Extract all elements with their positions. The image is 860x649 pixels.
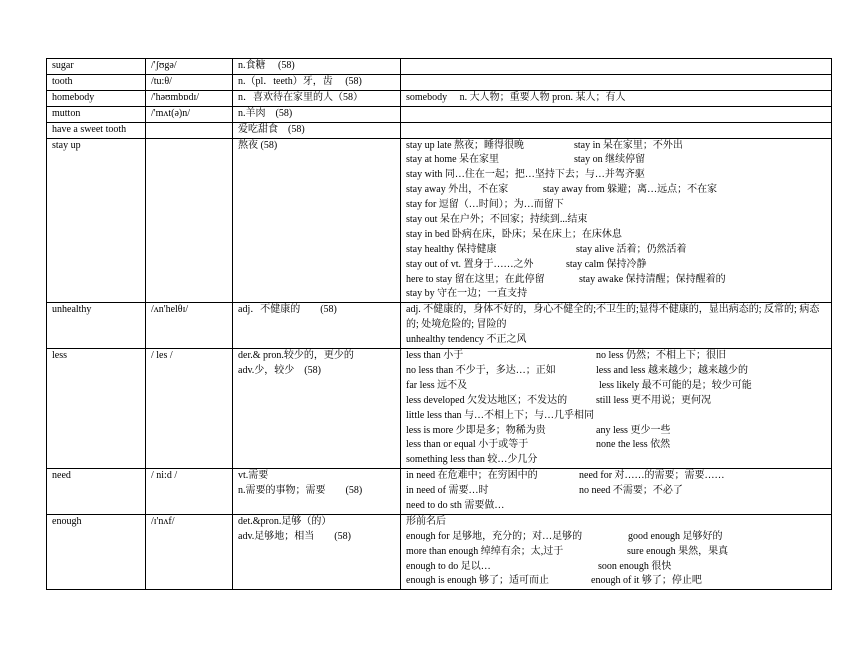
word-cell [47, 90, 146, 106]
phonetic-cell [146, 74, 233, 90]
table-row [47, 106, 832, 122]
note-phrase: soon enough 很快 [598, 560, 672, 572]
phonetic-cell [146, 106, 233, 122]
note-line [406, 168, 827, 183]
table-row [47, 138, 832, 303]
note-line [406, 228, 827, 243]
note-line [406, 364, 827, 379]
table-row [47, 514, 832, 589]
note-phrase: less than or equal 小于或等于 [406, 439, 529, 451]
note-phrase: stay calm 保持冷静 [566, 258, 647, 270]
note-line [406, 574, 827, 589]
notes-cell [401, 138, 832, 303]
phonetic-cell [146, 514, 233, 589]
note-phrase: stay in 呆在家里；不外出 [574, 139, 683, 151]
note-line [406, 394, 827, 409]
notes-cell [401, 74, 832, 90]
word-cell [47, 138, 146, 303]
note-line [406, 379, 827, 394]
note-line [406, 453, 827, 468]
meaning-cell [233, 138, 401, 303]
table-row [47, 469, 832, 515]
phonetic-cell [146, 349, 233, 469]
word-cell [47, 59, 146, 75]
note-line [406, 530, 827, 545]
phonetic-text: /tu:θ/ [151, 75, 172, 87]
note-phrase: no less 仍然；不相上下；很旧 [596, 350, 726, 362]
note-phrase: in need of 需要…时 [406, 485, 489, 497]
meaning-cell [233, 469, 401, 515]
word-text: sugar [52, 60, 74, 71]
table-row [47, 74, 832, 90]
note-line [406, 153, 827, 168]
word-text: have a sweet tooth [52, 123, 127, 135]
phonetic-cell [146, 469, 233, 515]
note-phrase: stay in bed 卧病在床，卧床；呆在床上；在床休息 [406, 228, 622, 240]
word-cell [47, 106, 146, 122]
phonetic-cell [146, 303, 233, 349]
word-text: homebody [52, 91, 95, 103]
phonetic-text: / ni:d / [151, 470, 178, 482]
meaning-line: 爱吃甜食 (58) [238, 123, 305, 135]
word-text: mutton [52, 107, 81, 119]
notes-cell [401, 349, 832, 469]
meaning-cell [233, 122, 401, 138]
table-row [47, 122, 832, 138]
note-line [406, 469, 827, 484]
table-row [47, 303, 832, 349]
note-phrase: still less 更不用说；更何况 [596, 394, 712, 406]
note-phrase: stay away 外出，不在家 [406, 184, 509, 196]
meaning-cell [233, 106, 401, 122]
word-text: less [52, 350, 67, 362]
note-line [406, 545, 827, 560]
meaning-cell [233, 59, 401, 75]
note-text: somebody n. 大人物；重要人物 pron. 某人；有人 [406, 91, 626, 103]
meaning-line: det.&pron.足够（的） [238, 515, 332, 527]
note-phrase: less developed 欠发达地区；不发达的 [406, 394, 568, 406]
meaning-cell [233, 303, 401, 349]
note-phrase: stay by 守在一边；一直支持 [406, 288, 528, 300]
note-phrase: stay away from 躲避；离…远点；不在家 [543, 184, 718, 196]
note-phrase: less and less 越来越少；越来越少的 [596, 364, 748, 376]
note-line [406, 243, 827, 258]
word-cell [47, 469, 146, 515]
note-phrase: less than 小于 [406, 350, 464, 362]
note-phrase: more than enough 绰绰有余；太,过于 [406, 545, 564, 557]
word-cell [47, 349, 146, 469]
meaning-line: vt.需要 [238, 470, 269, 482]
meaning-cell [233, 514, 401, 589]
note-phrase: enough of it 够了；停止吧 [591, 575, 702, 587]
meaning-line: n．喜欢待在家里的人（58） [238, 91, 363, 103]
word-text: unhealthy [52, 304, 92, 316]
meaning-line: n.食糖 (58) [238, 60, 295, 71]
meaning-cell [233, 90, 401, 106]
phonetic-text: /'həʊmbɒdɪ/ [151, 91, 200, 103]
note-phrase: need to do sth 需要做… [406, 499, 505, 511]
note-phrase: enough for 足够地，充分的；对…足够的 [406, 530, 583, 542]
note-text: adj. 不健康的，身体不好的，身心不健全的;不卫生的;显得不健康的，显出病态的; 反常的; 病态的; 处境危险的; 冒险的 [406, 304, 820, 331]
meaning-line: adj．不健康的 (58) [238, 304, 337, 316]
note-phrase: none the less 依然 [596, 439, 671, 451]
note-phrase: little less than 与…不相上下；与…几乎相同 [406, 409, 595, 421]
notes-cell [401, 514, 832, 589]
note-line [406, 424, 827, 439]
note-text: unhealthy tendency 不正之风 [406, 334, 527, 346]
phonetic-text: /'mʌt(ə)n/ [151, 107, 191, 119]
table-row [47, 90, 832, 106]
note-line [406, 438, 827, 453]
note-line [406, 515, 827, 530]
note-phrase: enough to do 足以… [406, 560, 491, 572]
note-line [406, 560, 827, 575]
note-phrase: stay for 逗留（…时间）；为…而留下 [406, 199, 564, 211]
note-phrase: stay on 继续停留 [574, 154, 646, 166]
note-phrase: need for 对……的需要；需要…… [579, 470, 725, 482]
note-phrase: stay healthy 保持健康 [406, 243, 497, 255]
meaning-line: n.（pl．teeth）牙，齿 (58) [238, 75, 362, 87]
note-line [406, 499, 827, 514]
meaning-cell [233, 349, 401, 469]
note-line [406, 287, 827, 302]
word-text: need [52, 470, 71, 482]
note-phrase: stay awake 保持清醒；保持醒着的 [579, 273, 726, 285]
note-phrase: less likely 最不可能的是；较少可能 [599, 379, 752, 391]
note-phrase: far less 远不及 [406, 379, 468, 391]
note-phrase: sure enough 果然，果真 [627, 545, 729, 557]
table-row [47, 59, 832, 75]
note-phrase: stay out 呆在户外；不回家；持续到...结束 [406, 213, 588, 225]
note-phrase: any less 更少一些 [596, 424, 671, 436]
notes-cell [401, 90, 832, 106]
note-line [406, 273, 827, 288]
notes-cell [401, 59, 832, 75]
meaning-line: adv.足够地；相当 (58) [238, 530, 351, 542]
meaning-line: 熬夜 (58) [238, 139, 278, 151]
word-text: enough [52, 515, 82, 527]
note-phrase: enough is enough 够了；适可而止 [406, 575, 550, 587]
phonetic-cell [146, 138, 233, 303]
note-line [406, 183, 827, 198]
note-line [406, 409, 827, 424]
notes-cell [401, 303, 832, 349]
notes-cell [401, 106, 832, 122]
meaning-cell [233, 74, 401, 90]
note-line [406, 258, 827, 273]
meaning-line: n.羊肉 (58) [238, 107, 293, 119]
meaning-line: der.& pron.较少的，更少的 [238, 350, 354, 362]
word-text: stay up [52, 139, 81, 151]
note-phrase: 形前名后 [406, 515, 446, 527]
note-line [406, 349, 827, 364]
phonetic-text: /ɪ'nʌf/ [151, 515, 175, 527]
note-phrase: no need 不需要；不必了 [579, 485, 683, 497]
note-line [406, 198, 827, 213]
phonetic-cell [146, 90, 233, 106]
note-phrase: good enough 足够好的 [628, 530, 723, 542]
meaning-line: adv.少，较少 (58) [238, 364, 321, 376]
notes-cell [401, 122, 832, 138]
note-phrase: stay alive 活着；仍然活着 [576, 243, 687, 255]
note-line [406, 213, 827, 228]
table-row [47, 349, 832, 469]
note-phrase: stay with 同…住在一起；把…坚持下去；与…并驾齐驱 [406, 169, 645, 181]
phonetic-cell [146, 59, 233, 75]
word-cell [47, 122, 146, 138]
note-phrase: stay at home 呆在家里 [406, 154, 500, 166]
notes-cell [401, 469, 832, 515]
note-phrase: in need 在危难中；在穷困中的 [406, 470, 538, 482]
note-line [406, 484, 827, 499]
phonetic-cell [146, 122, 233, 138]
note-phrase: here to stay 留在这里；在此停留 [406, 273, 545, 285]
phonetic-text: / les / [151, 350, 173, 362]
phonetic-text: /'ʃʊgə/ [151, 60, 177, 71]
word-cell [47, 74, 146, 90]
note-phrase: stay out of vt. 置身于……之外 [406, 258, 534, 270]
vocabulary-table [46, 58, 832, 590]
meaning-line: n.需要的事物；需要 (58) [238, 485, 363, 497]
word-cell [47, 303, 146, 349]
note-phrase: something less than 较…少几分 [406, 454, 538, 466]
phonetic-text: /ʌn'helθɪ/ [151, 304, 189, 316]
note-phrase: stay up late 熬夜；睡得很晚 [406, 139, 525, 151]
note-phrase: less is more 少即是多；物稀为贵 [406, 424, 546, 436]
note-line [406, 139, 827, 154]
word-cell [47, 514, 146, 589]
word-text: tooth [52, 75, 73, 87]
note-phrase: no less than 不少于，多达…；正如 [406, 364, 556, 376]
